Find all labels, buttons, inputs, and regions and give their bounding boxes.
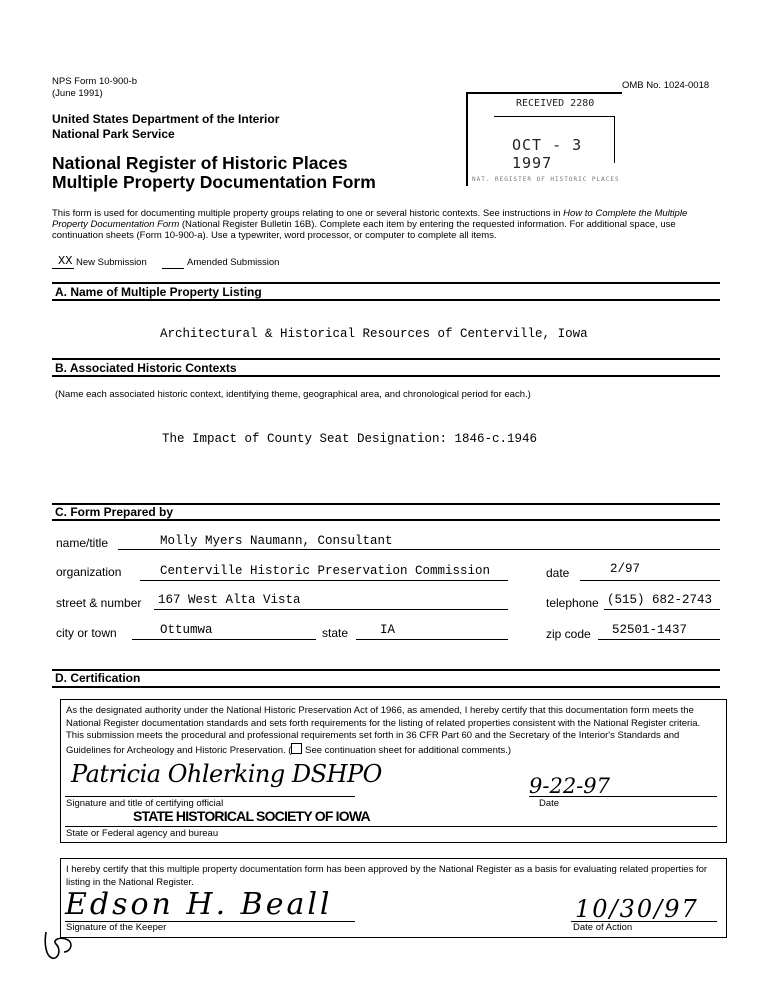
section-d-heading: D. Certification: [55, 671, 141, 685]
signature-label: Signature and title of certifying official: [66, 798, 224, 809]
organization-label: organization: [56, 565, 122, 579]
department-name: United States Department of the Interior: [52, 112, 280, 126]
name-title-label: name/title: [56, 536, 109, 550]
instructions-italic-title: How to Complete the Multiple Property Documentation Form: [52, 208, 688, 230]
section-b-heading: B. Associated Historic Contexts: [55, 361, 237, 375]
certification-date: 9-22-97: [529, 774, 610, 798]
telephone-field[interactable]: [604, 609, 720, 610]
section-b-note: (Name each associated historic context, identifying theme, geographical area, and chronological period for each.): [55, 389, 531, 400]
page-subtitle: Multiple Property Documentation Form: [52, 172, 376, 192]
page-title: National Register of Historic Places: [52, 153, 348, 173]
instructions: This form is used for documenting multiple property groups relating to one or several historic contexts. See instructions in How to Complete the Multiple Property Documentation Form (National Register Bulletin 16B). Complete each item by entering the requested information. For additional space, use continuation sheets (Form 10-900-a). Use a typewriter, word processor, or computer to complete all items.: [52, 208, 688, 241]
received-date: OCT - 3 1997: [512, 136, 583, 172]
service-name: National Park Service: [52, 127, 175, 141]
omb-number: OMB No. 1024-0018: [622, 80, 710, 91]
received-stamp-label: RECEIVED 2280: [516, 98, 595, 109]
received-stamp: [466, 92, 622, 186]
certification-box: [60, 699, 727, 843]
agency-stamp: STATE HISTORICAL SOCIETY OF IOWA: [133, 808, 370, 824]
stamp-bottom-text: NAT. REGISTER OF HISTORIC PLACES: [472, 176, 620, 183]
action-date: 10/30/97: [575, 895, 699, 923]
keeper-box: [60, 858, 727, 938]
city-field[interactable]: [132, 639, 316, 640]
form-date: (June 1991): [52, 88, 103, 99]
keeper-signature-label: Signature of the Keeper: [66, 922, 167, 933]
agency-label: State or Federal agency and bureau: [66, 828, 219, 839]
city-value: Ottumwa: [160, 623, 213, 637]
city-label: city or town: [56, 626, 117, 640]
amended-submission-label: Amended Submission: [187, 257, 280, 268]
street-label: street & number: [56, 596, 142, 610]
property-listing-name: Architectural & Historical Resources of Centerville, Iowa: [160, 327, 588, 341]
new-submission-label: New Submission: [76, 257, 147, 268]
keeper-statement: I hereby certify that this multiple property documentation form has been approved by the National Register as a basis for evaluating related properties for listing in the National Register.: [66, 864, 708, 888]
new-submission-mark[interactable]: XX: [58, 254, 73, 268]
state-label: state: [322, 626, 349, 640]
street-value: 167 West Alta Vista: [158, 593, 301, 607]
zip-field[interactable]: [598, 639, 720, 640]
certifying-signature: Patricia Ohlerking DSHPO: [71, 760, 382, 788]
initials-mark: [40, 922, 82, 964]
continuation-sheet-checkbox[interactable]: [291, 743, 302, 754]
organization-field[interactable]: [140, 580, 508, 581]
form-number: NPS Form 10-900-b: [52, 76, 138, 87]
amended-submission-blank[interactable]: [162, 268, 184, 269]
keeper-signature: Edson H. Beall: [65, 887, 333, 922]
state-field[interactable]: [356, 639, 508, 640]
section-a-heading: A. Name of Multiple Property Listing: [55, 285, 262, 299]
historic-context: The Impact of County Seat Designation: 1846-c.1946: [162, 432, 538, 446]
name-title-field[interactable]: [118, 549, 720, 550]
telephone-value: (515) 682-2743: [607, 593, 713, 607]
state-value: IA: [380, 623, 396, 637]
name-title-value: Molly Myers Naumann, Consultant: [160, 534, 393, 548]
date-label: date: [546, 566, 570, 580]
street-field[interactable]: [154, 609, 508, 610]
organization-value: Centerville Historic Preservation Commission: [160, 564, 491, 578]
certification-statement: As the designated authority under the National Historic Preservation Act of 1966, as amended, I hereby certify that this documentation form meets the National Register documentation standards and sets forth requirements for the listing of related properties consistent with the National Register criteria. This submission meets the procedural and professional requirements set forth in 36 CFR Part 60 and the Secretary of the Interior's Standards and Guidelines for Archeology and Historic Preservation. ( See continuation sheet for additional comments.): [66, 705, 701, 756]
cert-date-label: Date: [539, 798, 560, 809]
telephone-label: telephone: [546, 596, 599, 610]
date-field[interactable]: [580, 580, 720, 581]
zip-value: 52501-1437: [612, 623, 688, 637]
section-c-heading: C. Form Prepared by: [55, 505, 174, 519]
date-value: 2/97: [610, 562, 641, 576]
zip-label: zip code: [546, 627, 591, 641]
action-date-label: Date of Action: [573, 922, 633, 933]
